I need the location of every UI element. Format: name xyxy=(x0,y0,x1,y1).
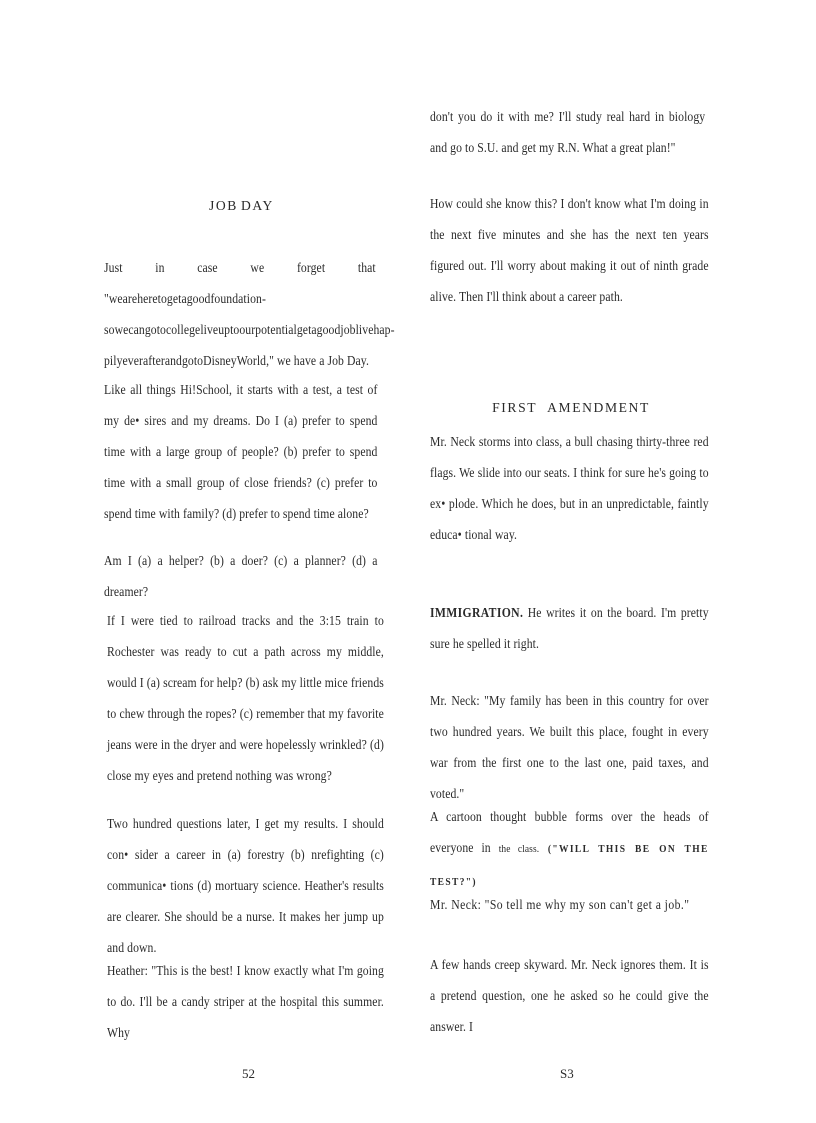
paragraph: If I were tied to railroad tracks and the 3:15 train to Rochester was ready to cut a path across my middle, would I (a) scream for help? (b) ask my little mice friends to chew through the ropes? (c) remember that my favorite jeans were in the dryer and were hopelessly wrinkled? (d) close my eyes and pretend nothing was wrong? xyxy=(107,613,384,783)
paragraph: don't you do it with me? I'll study real hard in biology and go to S.U. and get my R.N. What a great plan!" xyxy=(430,109,706,155)
immigration-word: IMMIGRATION. xyxy=(430,605,524,620)
paragraph: Mr. Neck storms into class, a bull chasing thirty-three red flags. We slide into our seats. I think for sure he's going to ex• plode. Which he does, but in an unpredictable, faintly educa• tional way. xyxy=(430,434,709,542)
paragraph xyxy=(430,801,709,898)
paragraph: Mr. Neck: "My family has been in this country for over two hundred years. We built this place, fought in every war from the first one to the last one, paid taxes, and voted." xyxy=(430,693,709,801)
paragraph: Like all things Hi!School, it starts with a test, a test of my de• sires and my dreams. Do I (a) prefer to spend time with a large group of people? (b) prefer to spend time with a small group of close friends? (c) prefer to spend time with family? (d) prefer to spend time alone? xyxy=(104,382,378,521)
thought-bubble-text: ("WILL THIS BE ON THE TEST?") xyxy=(430,843,709,888)
paragraph: Heather: "This is the best! I know exactly what I'm going to do. I'll be a candy striper at the hospital this summer. Why xyxy=(107,963,384,1040)
paragraph: Just in case we forget that "weareheretogetagoodfoundation-sowecangotocollegeliveuptoourpotentialgetagoodjoblivehap-pilyeverafterandgotoDisneyWorld," we have a Job Day. xyxy=(104,260,395,368)
paragraph: How could she know this? I don't know what I'm doing in the next five minutes and she has the next ten years figured out. I'll worry about making it out of ninth grade alive. Then I'll think about a career path. xyxy=(430,196,709,304)
page-number-right: S3 xyxy=(560,1066,574,1081)
paragraph: A few hands creep skyward. Mr. Neck ignores them. It is a pretend question, one he asked so he could give the answer. I xyxy=(430,957,709,1034)
paragraph-text: He writes it on the board. I'm pretty sure he spelled it right. xyxy=(430,605,709,651)
small-text: the class. xyxy=(498,843,540,855)
paragraph-text: A cartoon thought bubble forms over the heads of everyone in xyxy=(430,809,709,855)
section-heading-job-day: JOB DAY xyxy=(209,198,274,213)
paragraph: Two hundred questions later, I get my results. I should con• sider a career in (a) forestry (b) nrefighting (c) communica• tions (d) mortuary science. Heather's results are clearer. She should be a nurse. It makes her jump up and down. xyxy=(107,816,384,955)
section-heading-first-amendment: FIRST AMENDMENT xyxy=(492,400,650,415)
paragraph xyxy=(430,597,709,659)
page-number-left: 52 xyxy=(242,1066,255,1081)
paragraph: Mr. Neck: "So tell me why my son can't get a job." xyxy=(430,897,690,912)
paragraph: Am I (a) a helper? (b) a doer? (c) a planner? (d) a dreamer? xyxy=(104,553,378,599)
